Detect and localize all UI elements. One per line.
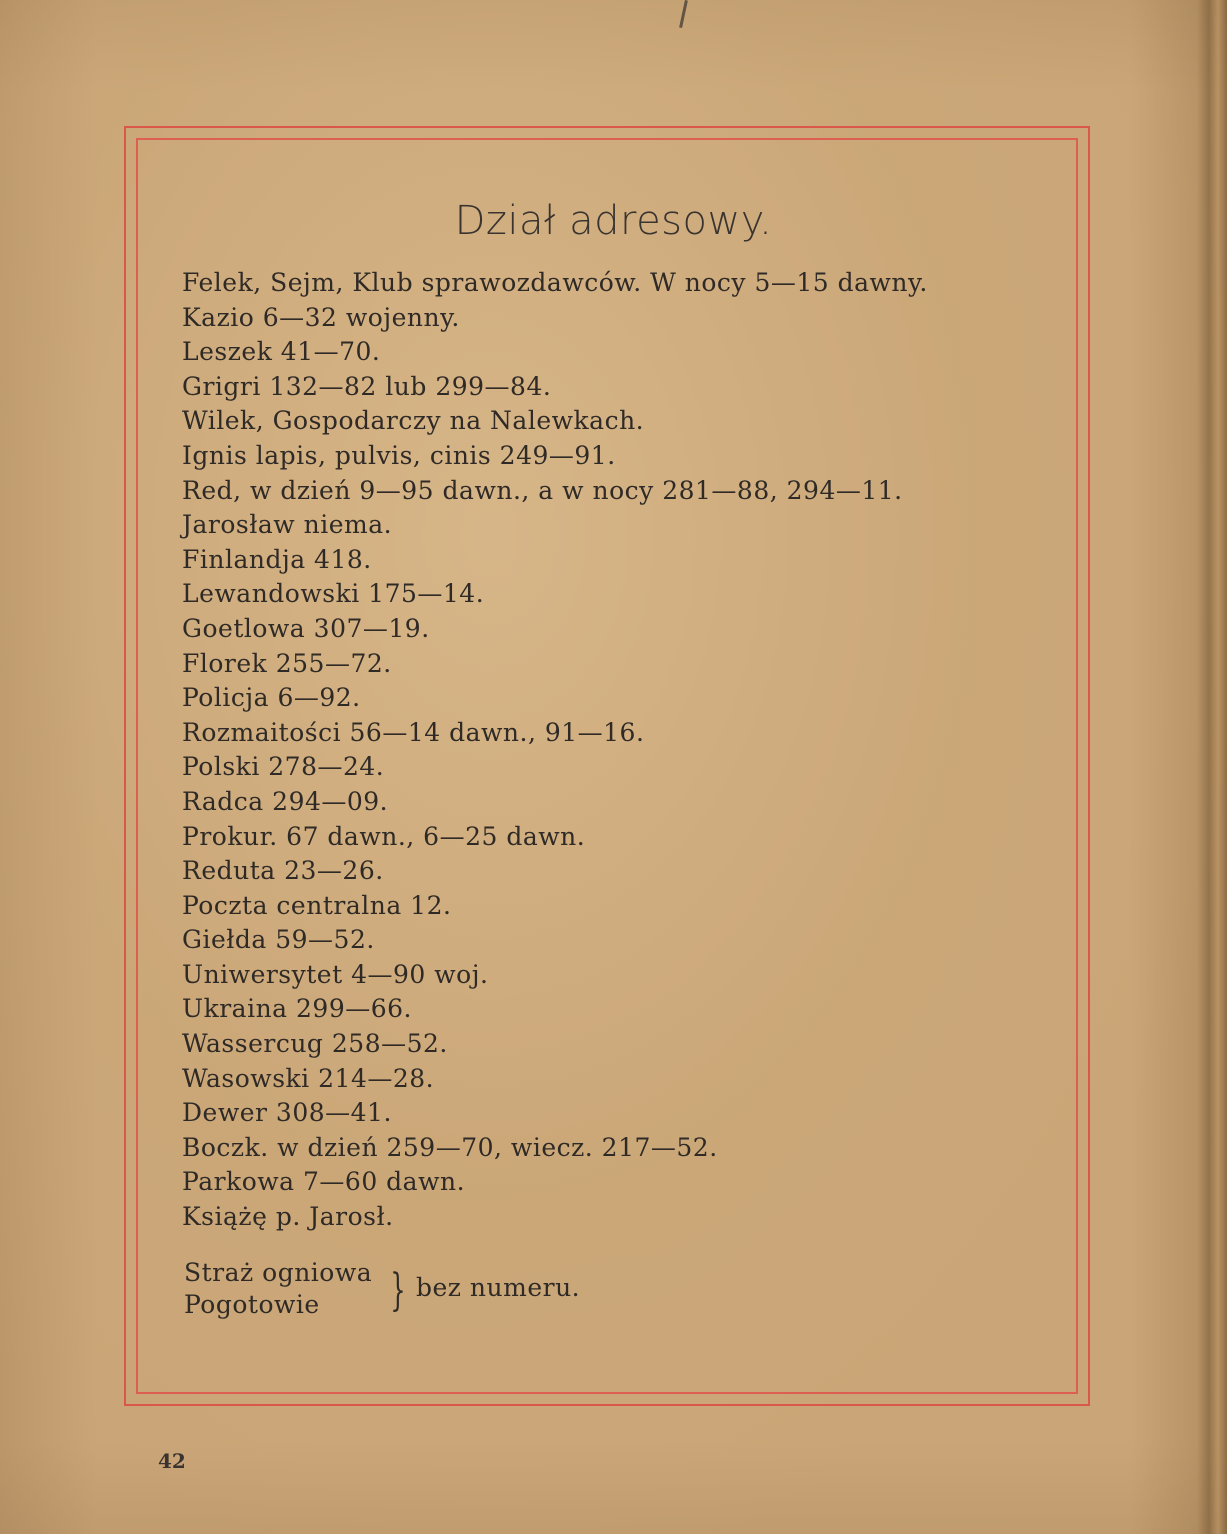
address-entry: Lewandowski 175—14. xyxy=(182,579,485,609)
address-entry: Książę p. Jarosł. xyxy=(182,1202,394,1232)
address-entry: Finlandja 418. xyxy=(182,544,372,574)
address-entry: Wassercug 258—52. xyxy=(182,1029,448,1059)
address-list xyxy=(182,266,1062,1235)
address-entry: Dewer 308—41. xyxy=(182,1098,392,1128)
address-entry: Giełda 59—52. xyxy=(182,925,375,955)
address-entry: Ignis lapis, pulvis, cinis 249—91. xyxy=(182,440,616,470)
address-entry: Policja 6—92. xyxy=(182,683,361,713)
address-entry: Wasowski 214—28. xyxy=(182,1063,435,1093)
page-number: 42 xyxy=(158,1449,186,1473)
address-entry: Polski 278—24. xyxy=(182,752,385,782)
address-entry: Goetlowa 307—19. xyxy=(182,613,430,643)
address-entry: Uniwersytet 4—90 woj. xyxy=(182,959,489,989)
curly-brace: } xyxy=(390,1265,406,1316)
address-entry: Poczta centralna 12. xyxy=(182,890,452,920)
address-entry: Kazio 6—32 wojenny. xyxy=(182,302,460,332)
address-entry: Radca 294—09. xyxy=(182,786,389,816)
address-entry: Wilek, Gospodarczy na Nalewkach. xyxy=(182,406,645,436)
address-entry: Florek 255—72. xyxy=(182,648,392,678)
address-entry: Boczk. w dzień 259—70, wiecz. 217—52. xyxy=(182,1132,718,1162)
grouped-entry: Straż ogniowa xyxy=(184,1258,373,1287)
address-entry: Parkowa 7—60 dawn. xyxy=(182,1167,466,1197)
grouped-note: bez numeru. xyxy=(416,1273,581,1302)
grouped-entries xyxy=(184,1257,684,1327)
address-entry: Felek, Sejm, Klub sprawozdawców. W nocy 5—15 dawny. xyxy=(182,268,928,297)
address-entry: Ukraina 299—66. xyxy=(182,994,412,1024)
page-title: Dział adresowy. xyxy=(454,198,773,244)
address-entry: Grigri 132—82 lub 299—84. xyxy=(182,371,552,401)
grouped-entry-names xyxy=(184,1257,372,1321)
address-entry: Rozmaitości 56—14 dawn., 91—16. xyxy=(182,717,645,747)
address-entry: Reduta 23—26. xyxy=(182,856,384,886)
address-entry: Prokur. 67 dawn., 6—25 dawn. xyxy=(182,821,586,851)
address-entry: Leszek 41—70. xyxy=(182,337,381,367)
address-entry: Jarosław niema. xyxy=(182,510,393,540)
ink-mark xyxy=(679,0,688,28)
address-entry: Red, w dzień 9—95 dawn., a w nocy 281—88, 294—11. xyxy=(182,475,903,505)
grouped-entry: Pogotowie xyxy=(184,1290,320,1319)
